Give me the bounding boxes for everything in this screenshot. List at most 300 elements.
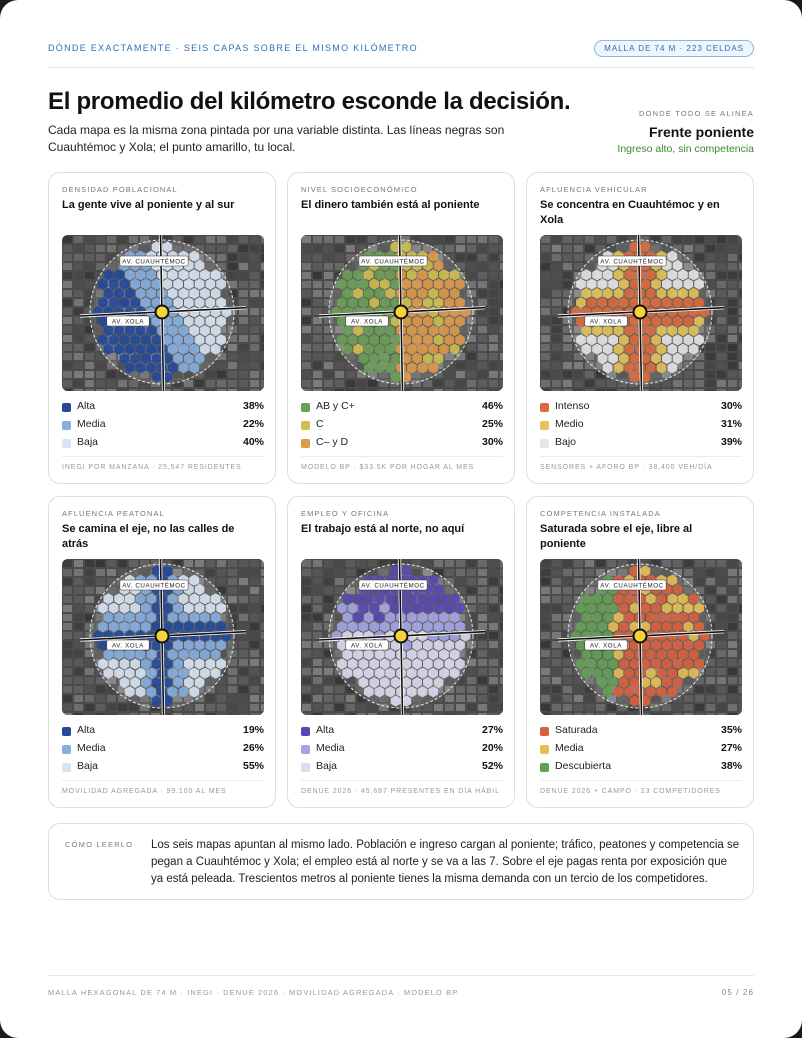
- map-background-block: [239, 245, 248, 252]
- map-background-block: [107, 560, 116, 567]
- map-background-block: [85, 659, 94, 666]
- map-background-block: [228, 677, 237, 684]
- map-background-block: [651, 389, 660, 391]
- map-background-block: [261, 272, 264, 279]
- legend-row: [62, 759, 264, 777]
- map-background-block: [261, 695, 264, 702]
- map-background-block: [541, 677, 550, 684]
- map-background-block: [552, 353, 561, 360]
- map-background-block: [261, 623, 264, 630]
- map-background-block: [728, 290, 737, 297]
- map-background-block: [478, 659, 487, 666]
- map-background-block: [489, 614, 498, 621]
- map-background-block: [96, 713, 105, 715]
- map-background-block: [206, 713, 215, 715]
- map-background-block: [63, 605, 72, 612]
- map-background-block: [574, 389, 583, 391]
- map-background-block: [478, 236, 487, 243]
- map-background-block: [239, 263, 248, 270]
- map-background-block: [739, 353, 742, 360]
- map-source-note: INEGI POR MANZANA · 25,547 RESIDENTES: [62, 456, 264, 471]
- map-background-block: [250, 326, 259, 333]
- map-background-block: [324, 236, 333, 243]
- map-background-block: [739, 380, 742, 387]
- map-background-block: [728, 245, 737, 252]
- map-background-block: [563, 236, 572, 243]
- street-label-xola: [346, 640, 388, 650]
- map-background-block: [239, 299, 248, 306]
- map-background-block: [500, 605, 503, 612]
- map-background-block: [574, 236, 583, 243]
- map-background-block: [195, 236, 204, 243]
- legend-value: 52%: [481, 760, 503, 772]
- map-background-block: [541, 362, 550, 369]
- map-background-block: [261, 641, 264, 648]
- map-background-block: [684, 569, 693, 576]
- map-background-block: [728, 362, 737, 369]
- legend-label: C– y D: [316, 436, 349, 448]
- map-background-block: [541, 614, 550, 621]
- map-background-block: [478, 245, 487, 252]
- map-background-block: [302, 686, 311, 693]
- map-background-block: [500, 254, 503, 261]
- map-background-block: [574, 695, 583, 702]
- map-background-block: [728, 299, 737, 306]
- map-background-block: [250, 605, 259, 612]
- map-background-block: [541, 290, 550, 297]
- map-background-block: [563, 353, 572, 360]
- map-background-block: [228, 353, 237, 360]
- map-background-block: [63, 317, 72, 324]
- map-background-block: [618, 389, 627, 391]
- map-background-block: [346, 569, 355, 576]
- map-background-block: [239, 605, 248, 612]
- map-background-block: [346, 560, 355, 567]
- map-background-block: [74, 272, 83, 279]
- map-background-block: [706, 371, 715, 378]
- map-background-block: [250, 677, 259, 684]
- map-background-block: [585, 389, 594, 391]
- hex-map: [540, 235, 742, 391]
- map-background-block: [662, 389, 671, 391]
- map-background-block: [541, 254, 550, 261]
- map-background-block: [239, 668, 248, 675]
- map-background-block: [478, 569, 487, 576]
- store-location-marker: [156, 630, 169, 643]
- legend-row: [62, 399, 264, 417]
- map-background-block: [313, 344, 322, 351]
- map-background-block: [574, 371, 583, 378]
- map-background-block: [74, 236, 83, 243]
- map-background-block: [313, 353, 322, 360]
- map-background-block: [717, 254, 726, 261]
- map-background-block: [63, 677, 72, 684]
- map-background-block: [206, 704, 215, 711]
- legend-value: 30%: [720, 400, 742, 412]
- map-background-block: [85, 344, 94, 351]
- map-source-note: SENSORES + AFORO BP · 38,400 VEH/DÍA: [540, 456, 742, 471]
- map-background-block: [489, 353, 498, 360]
- map-background-block: [217, 713, 226, 715]
- map-background-block: [541, 641, 550, 648]
- map-background-block: [489, 299, 498, 306]
- map-background-block: [478, 335, 487, 342]
- map-background-block: [302, 362, 311, 369]
- map-background-block: [313, 659, 322, 666]
- map-background-block: [728, 353, 737, 360]
- map-background-block: [313, 371, 322, 378]
- map-background-block: [324, 605, 333, 612]
- map-background-block: [739, 245, 742, 252]
- map-background-block: [302, 290, 311, 297]
- map-background-block: [217, 560, 226, 567]
- map-background-block: [717, 596, 726, 603]
- map-background-block: [302, 677, 311, 684]
- map-background-block: [478, 389, 487, 391]
- map-background-block: [302, 317, 311, 324]
- map-background-block: [456, 380, 465, 387]
- map-card-kicker: AFLUENCIA VEHICULAR: [540, 185, 648, 194]
- hex-map-svg: [62, 235, 264, 391]
- map-background-block: [706, 569, 715, 576]
- map-background-block: [324, 344, 333, 351]
- map-background-block: [74, 632, 83, 639]
- map-background-block: [552, 668, 561, 675]
- map-background-block: [552, 335, 561, 342]
- map-card-title: Se camina el eje, no las calles de atrás: [62, 523, 235, 550]
- legend-value: 30%: [481, 436, 503, 448]
- map-background-block: [96, 245, 105, 252]
- map-background-block: [478, 299, 487, 306]
- map-background-block: [357, 713, 366, 715]
- store-location-marker: [156, 306, 169, 319]
- map-background-block: [695, 380, 704, 387]
- map-background-block: [63, 245, 72, 252]
- map-background-block: [478, 704, 487, 711]
- map-background-block: [302, 344, 311, 351]
- map-background-block: [728, 623, 737, 630]
- map-legend: [301, 399, 503, 453]
- map-background-block: [445, 371, 454, 378]
- map-background-block: [261, 344, 264, 351]
- map-background-block: [445, 236, 454, 243]
- legend-value: 20%: [481, 742, 503, 754]
- map-background-block: [85, 695, 94, 702]
- legend-row: [301, 741, 503, 759]
- map-background-block: [313, 605, 322, 612]
- map-background-block: [302, 578, 311, 585]
- map-background-block: [335, 587, 344, 594]
- map-card-kicker: COMPETENCIA INSTALADA: [540, 509, 661, 518]
- map-background-block: [489, 704, 498, 711]
- legend-row: [540, 741, 742, 759]
- map-background-block: [74, 344, 83, 351]
- map-background-block: [500, 650, 503, 657]
- map-background-block: [695, 695, 704, 702]
- map-background-block: [261, 290, 264, 297]
- map-background-block: [239, 236, 248, 243]
- map-background-block: [552, 560, 561, 567]
- map-background-block: [313, 713, 322, 715]
- map-card: [287, 496, 515, 808]
- map-background-block: [706, 668, 715, 675]
- map-background-block: [456, 560, 465, 567]
- map-background-block: [74, 263, 83, 270]
- map-background-block: [596, 560, 605, 567]
- map-background-block: [574, 587, 583, 594]
- hex-map-svg: [540, 235, 742, 391]
- map-background-block: [302, 560, 311, 567]
- map-background-block: [673, 704, 682, 711]
- street-label-cuauhtemoc: [598, 256, 666, 266]
- callout-kicker: DONDE TODO SE ALINEA: [639, 109, 754, 118]
- map-background-block: [552, 623, 561, 630]
- legend-value: 19%: [242, 724, 264, 736]
- map-background-block: [662, 380, 671, 387]
- map-background-block: [552, 695, 561, 702]
- map-background-block: [445, 389, 454, 391]
- map-background-block: [228, 371, 237, 378]
- map-background-block: [96, 578, 105, 585]
- map-background-block: [228, 569, 237, 576]
- map-background-block: [74, 308, 83, 315]
- map-background-block: [574, 560, 583, 567]
- map-background-block: [313, 623, 322, 630]
- legend-label: Baja: [316, 760, 338, 772]
- map-background-block: [574, 704, 583, 711]
- map-background-block: [74, 245, 83, 252]
- map-background-block: [324, 371, 333, 378]
- map-background-block: [489, 623, 498, 630]
- map-background-block: [456, 254, 465, 261]
- map-background-block: [74, 713, 83, 715]
- legend-swatch: [301, 745, 310, 754]
- map-background-block: [489, 308, 498, 315]
- map-background-block: [368, 560, 377, 567]
- map-background-block: [585, 560, 594, 567]
- map-background-block: [63, 641, 72, 648]
- map-background-block: [706, 245, 715, 252]
- map-background-block: [239, 389, 248, 391]
- map-background-block: [324, 254, 333, 261]
- map-background-block: [478, 686, 487, 693]
- legend-value: 22%: [242, 418, 264, 430]
- legend-swatch: [540, 763, 549, 772]
- map-background-block: [607, 389, 616, 391]
- map-card-title: El dinero también está al poniente: [301, 199, 480, 211]
- map-background-block: [63, 578, 72, 585]
- map-background-block: [302, 632, 311, 639]
- map-background-block: [250, 335, 259, 342]
- how-to-read-kicker: CÓMO LEERLO: [65, 840, 134, 849]
- map-background-block: [596, 380, 605, 387]
- map-background-block: [250, 254, 259, 261]
- map-background-block: [302, 272, 311, 279]
- map-background-block: [74, 677, 83, 684]
- map-background-block: [96, 380, 105, 387]
- map-background-block: [563, 704, 572, 711]
- map-background-block: [456, 236, 465, 243]
- map-background-block: [239, 335, 248, 342]
- map-background-block: [489, 677, 498, 684]
- map-background-block: [662, 236, 671, 243]
- map-background-block: [261, 362, 264, 369]
- map-background-block: [250, 362, 259, 369]
- map-background-block: [324, 389, 333, 391]
- map-background-block: [673, 380, 682, 387]
- map-background-block: [74, 578, 83, 585]
- map-background-block: [739, 677, 742, 684]
- map-background-block: [107, 236, 116, 243]
- map-background-block: [728, 650, 737, 657]
- map-background-block: [478, 650, 487, 657]
- map-background-block: [467, 668, 476, 675]
- map-background-block: [63, 281, 72, 288]
- map-background-block: [552, 371, 561, 378]
- map-background-block: [552, 290, 561, 297]
- map-background-block: [500, 560, 503, 567]
- map-background-block: [445, 695, 454, 702]
- legend-label: Bajo: [555, 436, 577, 448]
- map-background-block: [239, 272, 248, 279]
- map-background-block: [313, 272, 322, 279]
- map-background-block: [489, 263, 498, 270]
- map-background-block: [74, 353, 83, 360]
- map-background-block: [563, 578, 572, 585]
- map-background-block: [563, 245, 572, 252]
- map-background-block: [434, 236, 443, 243]
- map-card-kicker: DENSIDAD POBLACIONAL: [62, 185, 178, 194]
- map-background-block: [489, 587, 498, 594]
- map-background-block: [239, 254, 248, 261]
- map-background-block: [739, 290, 742, 297]
- page-number: 05 / 26: [721, 988, 754, 997]
- map-background-block: [239, 560, 248, 567]
- map-card-title: Saturada sobre el eje, libre al poniente: [540, 523, 693, 550]
- map-background-block: [467, 704, 476, 711]
- map-background-block: [489, 344, 498, 351]
- map-background-block: [346, 380, 355, 387]
- map-background-block: [489, 389, 498, 391]
- map-background-block: [673, 560, 682, 567]
- map-background-block: [250, 632, 259, 639]
- map-background-block: [96, 695, 105, 702]
- map-background-block: [552, 362, 561, 369]
- map-card: [526, 172, 754, 484]
- map-card: [48, 496, 276, 808]
- map-legend: [62, 399, 264, 453]
- legend-row: [540, 435, 742, 453]
- legend-row: [301, 435, 503, 453]
- map-background-block: [695, 236, 704, 243]
- map-background-block: [239, 569, 248, 576]
- map-background-block: [717, 650, 726, 657]
- map-background-block: [302, 614, 311, 621]
- map-background-block: [239, 650, 248, 657]
- map-background-block: [728, 344, 737, 351]
- map-background-block: [324, 686, 333, 693]
- map-background-block: [739, 641, 742, 648]
- map-background-block: [140, 713, 149, 715]
- map-background-block: [500, 578, 503, 585]
- map-background-block: [302, 596, 311, 603]
- map-background-block: [324, 281, 333, 288]
- map-background-block: [717, 317, 726, 324]
- map-background-block: [478, 578, 487, 585]
- map-background-block: [478, 560, 487, 567]
- footer: [48, 975, 754, 997]
- map-background-block: [261, 254, 264, 261]
- map-background-block: [489, 272, 498, 279]
- map-background-block: [335, 245, 344, 252]
- map-background-block: [250, 704, 259, 711]
- legend-value: 40%: [242, 436, 264, 448]
- map-background-block: [228, 596, 237, 603]
- map-background-block: [335, 254, 344, 261]
- map-background-block: [239, 704, 248, 711]
- map-background-block: [500, 353, 503, 360]
- map-background-block: [250, 308, 259, 315]
- hex-map-svg: [62, 559, 264, 715]
- map-background-block: [261, 596, 264, 603]
- map-background-block: [63, 272, 72, 279]
- map-background-block: [552, 245, 561, 252]
- street-label-xola: [107, 316, 149, 326]
- map-background-block: [500, 344, 503, 351]
- street-label-xola: [346, 316, 388, 326]
- legend-swatch: [62, 727, 71, 736]
- map-background-block: [673, 713, 682, 715]
- map-background-block: [596, 713, 605, 715]
- map-background-block: [368, 704, 377, 711]
- map-background-block: [261, 326, 264, 333]
- map-background-block: [541, 335, 550, 342]
- map-background-block: [728, 713, 737, 715]
- legend-swatch: [540, 745, 549, 754]
- legend-swatch: [301, 403, 310, 412]
- map-background-block: [96, 371, 105, 378]
- map-background-block: [500, 389, 503, 391]
- map-background-block: [467, 587, 476, 594]
- map-background-block: [500, 713, 503, 715]
- map-background-block: [456, 695, 465, 702]
- map-background-block: [739, 695, 742, 702]
- legend-swatch: [301, 727, 310, 736]
- map-background-block: [324, 587, 333, 594]
- map-background-block: [302, 335, 311, 342]
- legend-row: [540, 723, 742, 741]
- map-background-block: [85, 362, 94, 369]
- map-background-block: [467, 560, 476, 567]
- map-background-block: [574, 713, 583, 715]
- map-background-block: [313, 668, 322, 675]
- map-background-block: [85, 281, 94, 288]
- map-background-block: [302, 245, 311, 252]
- map-background-block: [585, 236, 594, 243]
- map-background-block: [423, 713, 432, 715]
- map-background-block: [500, 281, 503, 288]
- map-background-block: [250, 713, 259, 715]
- map-background-block: [552, 605, 561, 612]
- map-background-block: [313, 587, 322, 594]
- map-background-block: [706, 272, 715, 279]
- map-background-block: [489, 326, 498, 333]
- map-background-block: [74, 650, 83, 657]
- map-background-block: [467, 677, 476, 684]
- map-background-block: [228, 380, 237, 387]
- map-background-block: [434, 713, 443, 715]
- svg-text:AV. XOLA: AV. XOLA: [590, 318, 622, 326]
